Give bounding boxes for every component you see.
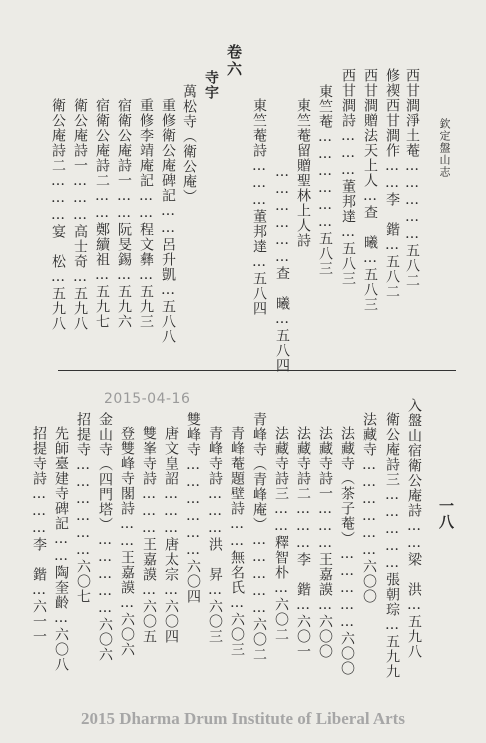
toc-entry: 衛公庵詩三……………張朝琮…五九九 [384, 412, 400, 679]
toc-entry: 青峰寺（青峰庵）……………六〇二 [251, 412, 267, 662]
toc-entry: 法藏寺詩三……釋智朴…六〇二 [273, 426, 289, 642]
toc-entry: ………………查 曦…五八四 [274, 164, 290, 373]
toc-entry: 東竺菴………………五八三 [317, 84, 333, 276]
toc-entry: 招提寺詩………李 鍇…六一一 [31, 426, 47, 644]
toc-entry: 登雙峰寺閣詩……王嘉謨…六〇六 [119, 426, 135, 657]
toc-entry: 唐文皇詔………唐太宗…六〇四 [163, 426, 179, 644]
toc-entry: 雙峯寺詩………王嘉謨…六〇五 [141, 426, 157, 644]
toc-entry: 西甘澗淨土菴……………五八二 [404, 68, 420, 288]
date-stamp: 2015-04-16 [104, 391, 191, 407]
toc-entry: 先師臺建寺碑記……陶奎齡…六〇八 [53, 426, 69, 672]
toc-entry: 宿衛公庵詩二……鄭續祖…五九七 [94, 98, 110, 329]
toc-entry: 東竺菴詩………董邦達…五八四 [251, 98, 267, 316]
section-heading: 寺宇 [203, 70, 219, 100]
toc-entry: 法藏寺（茶子菴）……………六〇〇 [339, 426, 355, 676]
toc-entry: 修禊西甘澗作……李 鍇…五八二 [384, 68, 400, 299]
toc-entry: 招提寺………………六〇七 [75, 412, 91, 604]
toc-entry: 金山寺（四門塔）……………六〇六 [97, 412, 113, 662]
toc-entry: 宿衛公庵詩一……阮旻錫…五九六 [116, 98, 132, 329]
toc-entry: 萬松寺（衛公庵） [181, 84, 197, 204]
watermark: 2015 Dharma Drum Institute of Liberal Arts [81, 709, 405, 728]
toc-entry: 雙峰寺………………六〇四 [185, 412, 201, 604]
toc-entry: 入盤山宿衛公庵詩……梁 洪…五九八 [406, 398, 422, 659]
toc-entry: 東竺菴留贈聖林上人詩 [295, 98, 311, 248]
toc-entry: 衛公庵詩二………宴 松…五九八 [50, 98, 66, 331]
toc-entry: 重修衛公庵碑記……呂升凱…五八八 [160, 98, 176, 344]
toc-entry: 法藏寺詩一………王嘉謨…六〇〇 [317, 426, 333, 659]
toc-entry: 衛公庵詩一………高士奇…五九八 [72, 98, 88, 331]
divider-rule [58, 370, 456, 371]
toc-entry: 青峰寺詩………洪 昇…六〇三 [207, 426, 223, 644]
toc-entry: 西甘澗詩………董邦達…五八三 [340, 68, 356, 286]
page-number: 一八 [437, 498, 455, 530]
toc-entry: 法藏寺………………六〇〇 [361, 412, 377, 604]
toc-entry: 西甘澗贈法天上人…查 曦…五八三 [362, 68, 378, 312]
volume-heading: 卷六 [225, 44, 243, 78]
toc-entry: 重修李靖庵記……程文彝…五九三 [138, 98, 154, 329]
running-header: 欽定盤山志 [438, 118, 451, 178]
toc-entry: 青峰菴題壁詩……無名氏…六〇三 [229, 426, 245, 657]
toc-entry: 法藏寺詩二………李 鍇…六〇一 [295, 426, 311, 659]
